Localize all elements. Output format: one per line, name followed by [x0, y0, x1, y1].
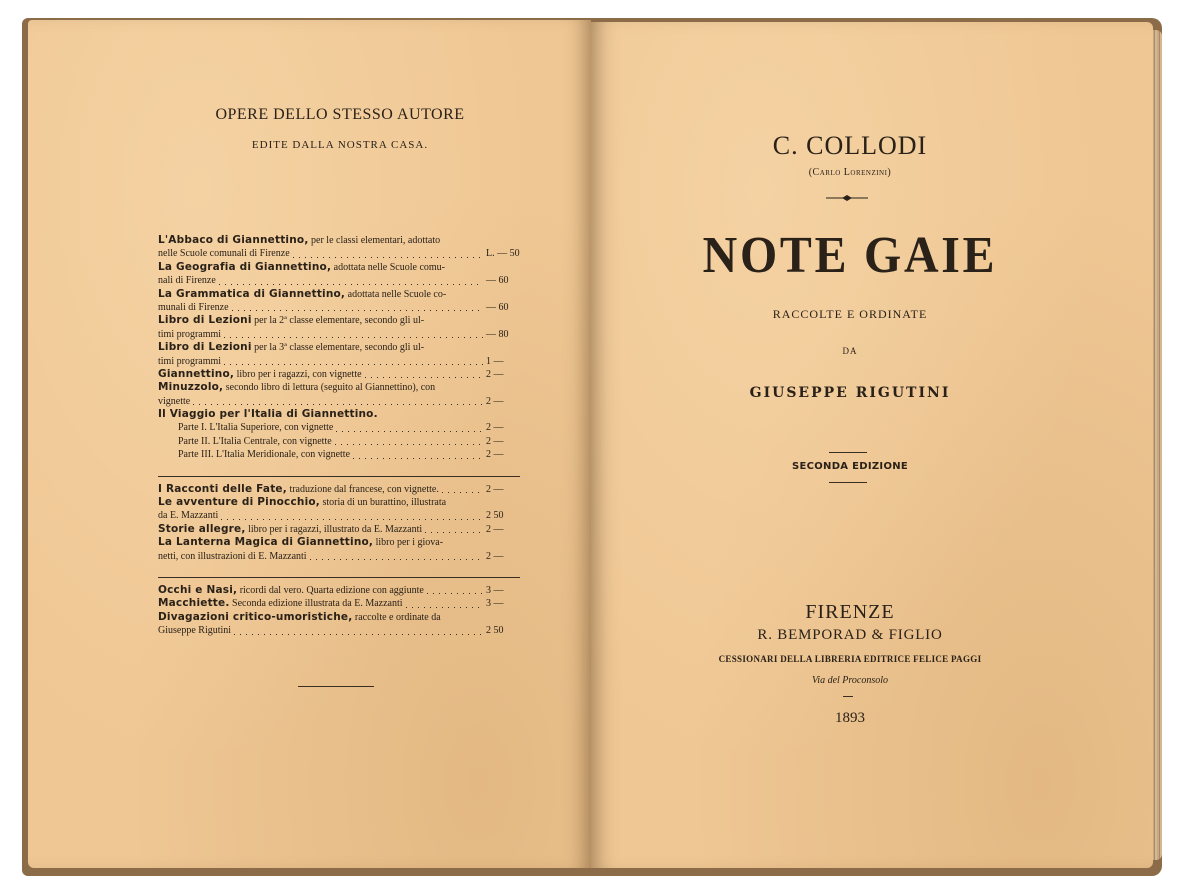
catalog-entry — [158, 584, 520, 597]
catalog-entry — [158, 421, 520, 434]
catalog-entry-line — [158, 328, 520, 341]
catalog-entry-line — [158, 421, 520, 434]
catalog-entry-title: Libro di Lezioni — [158, 341, 252, 354]
dot-leader — [293, 257, 483, 258]
catalog-entry-desc: per la 3ª classe elementare, secondo gli ul- — [251, 342, 425, 354]
edition-rule-top — [829, 452, 867, 453]
catalog-entry-line — [158, 234, 520, 247]
dot-leader — [365, 377, 483, 378]
catalog-entry-desc: libro per i giova- — [373, 537, 444, 549]
catalog-entry-line — [158, 261, 520, 274]
catalog-entry-price: 2 50 — [486, 510, 504, 522]
catalog-entry — [158, 435, 520, 448]
catalog-entry-desc: traduzione dal francese, con vignette. — [286, 483, 439, 495]
catalog-entry — [158, 341, 520, 368]
catalog-entry-desc: Parte II. L'Italia Centrale, con vignette — [178, 435, 332, 447]
catalog-section-1 — [158, 234, 520, 462]
catalog-entry-desc: Parte III. L'Italia Meridionale, con vignette — [178, 449, 351, 461]
catalog-entry-price: L. — 50 — [486, 248, 520, 260]
catalog-entry — [158, 536, 520, 563]
catalog-entry-line — [158, 274, 520, 287]
dot-leader — [336, 431, 483, 432]
catalog-entry-title: Minuzzolo, — [158, 381, 224, 394]
catalog-entry-text — [158, 496, 446, 509]
catalog-entry-line — [158, 408, 520, 421]
dot-leader — [310, 559, 483, 560]
catalog-entry-line — [158, 584, 520, 597]
edition-label: SECONDA EDIZIONE — [791, 461, 909, 472]
catalog-entry-price: 2 — — [486, 368, 504, 380]
catalog-section-2 — [158, 483, 520, 563]
catalog-entry-desc: storia di un burattino, illustrata — [319, 497, 447, 509]
catalog-entry-desc: per le classi elementari, adottato — [308, 234, 441, 246]
catalog-entry-desc: Seconda edizione illustrata da E. Mazzanti — [229, 598, 403, 610]
catalog-entry-line — [158, 247, 520, 260]
catalog-entry-text — [158, 597, 403, 610]
catalog-entry-price: 2 — — [486, 449, 504, 461]
dot-leader — [234, 634, 483, 635]
catalog-entry-price: — 60 — [486, 301, 509, 313]
dot-leader — [221, 519, 483, 520]
catalog-entry-price: 2 — — [486, 395, 504, 407]
catalog-entry-text — [158, 624, 231, 637]
catalog-entry-line — [158, 536, 520, 549]
catalog-entry-line — [158, 597, 520, 610]
collected-line: RACCOLTE E ORDINATE — [772, 307, 928, 321]
catalog-entry-text — [158, 234, 440, 247]
catalog-entry-line — [158, 624, 520, 637]
catalog-entry-price: 2 — — [486, 523, 504, 535]
dot-leader — [406, 607, 483, 608]
catalog-entry-desc: raccolte e ordinate da — [352, 611, 441, 623]
catalog-entry-text — [158, 509, 218, 522]
catalog-entry-text — [158, 408, 378, 421]
catalog-entry-title: La Grammatica di Giannettino, — [158, 287, 346, 300]
catalog-entry-text — [158, 523, 422, 536]
catalog-entry-line — [158, 448, 520, 461]
catalog-entry — [158, 483, 520, 496]
catalog-entry-line — [158, 381, 520, 394]
catalog-entry — [158, 611, 520, 638]
catalog-entry-price: 2 — — [486, 422, 504, 434]
dot-leader — [224, 364, 483, 365]
catalog-entry-desc: libro per i ragazzi, illustrato da E. Mazzanti — [245, 523, 423, 535]
publisher-name: R. BEMPORAD & FIGLIO — [757, 627, 943, 643]
catalog-entry-text — [158, 288, 446, 301]
catalog-entry-line — [158, 341, 520, 354]
dot-leader — [427, 593, 483, 594]
catalog-entry-text — [158, 368, 362, 381]
catalog-entry-desc: libro per i ragazzi, con vignette — [234, 368, 362, 380]
catalog-entry-line — [158, 509, 520, 522]
closing-rule — [298, 686, 374, 687]
catalog-entry-title: Macchiette. — [158, 597, 230, 610]
dot-leader — [224, 337, 483, 338]
catalog-entry-price: 2 — — [486, 550, 504, 562]
catalog-entry-price: — 60 — [486, 275, 509, 287]
catalog-entry-text — [158, 381, 435, 394]
publisher-note: CESSIONARI DELLA LIBRERIA EDITRICE FELICE PAGGI — [718, 654, 982, 664]
catalog-entry-desc: vignette — [158, 395, 191, 407]
catalog-entry-desc: timi programmi — [158, 328, 222, 340]
catalog-entry-title: I Racconti delle Fate, — [158, 482, 287, 495]
dot-leader — [353, 458, 483, 459]
catalog-entry — [158, 314, 520, 341]
catalog-entry-text — [158, 611, 441, 624]
catalog-entry-line — [158, 288, 520, 301]
catalog-entry — [158, 261, 520, 288]
catalog-entry-price: 2 50 — [486, 625, 504, 637]
catalog-entry-text — [158, 261, 445, 274]
catalog-entry — [158, 234, 520, 261]
catalog-entry-price: 1 — — [486, 355, 504, 367]
catalog-entry-line — [158, 368, 520, 381]
catalog-entry-title: Giannettino, — [158, 367, 235, 380]
author-name: C. COLLODI — [772, 131, 928, 160]
catalog-entry-price: — 80 — [486, 328, 509, 340]
section-divider-2 — [158, 577, 520, 578]
catalog-entry-text — [158, 301, 229, 314]
catalog-entry-line — [158, 395, 520, 408]
catalog-entry — [158, 448, 520, 461]
catalog-entry — [158, 496, 520, 523]
catalog-entry — [158, 597, 520, 610]
catalog-entry-text — [158, 483, 439, 496]
catalog-entry-text — [158, 341, 424, 354]
dot-leader — [232, 310, 483, 311]
dot-leader — [335, 444, 483, 445]
catalog-entry-price: 3 — — [486, 598, 504, 610]
catalog-entry-desc: da E. Mazzanti — [158, 510, 219, 522]
editor-name: GIUSEPPE RIGUTINI — [749, 385, 951, 401]
catalog-entry-title: La Geografia di Giannettino, — [158, 260, 332, 273]
catalog-entry-line — [158, 435, 520, 448]
catalog-entry-title: La Lanterna Magica di Giannettino, — [158, 536, 374, 549]
catalog-entry-text — [158, 536, 443, 549]
catalog-entry-line — [158, 523, 520, 536]
publisher-address: Via del Proconsolo — [811, 675, 889, 686]
catalog-entry-desc: per la 2ª classe elementare, secondo gli ul- — [251, 315, 425, 327]
catalog-heading: OPERE DELLO STESSO AUTORE — [215, 106, 465, 123]
catalog-entry — [158, 523, 520, 536]
catalog-entry — [158, 408, 520, 421]
catalog-entry-line — [158, 611, 520, 624]
catalog-entry-desc: nelle Scuole comunali di Firenze — [158, 248, 290, 260]
catalog-entry-price: 3 — — [486, 584, 504, 596]
dot-leader — [193, 404, 483, 405]
by-line: DA — [842, 346, 858, 356]
catalog-entry-desc: timi programmi — [158, 355, 222, 367]
catalog-entry — [158, 381, 520, 408]
catalog-entry-desc: adottata nelle Scuole co- — [345, 288, 447, 300]
year-dash — [843, 696, 853, 697]
author-real-name: (Carlo Lorenzini) — [808, 167, 892, 178]
section-divider-1 — [158, 476, 520, 477]
dot-leader — [425, 532, 483, 533]
dot-leader — [219, 284, 483, 285]
catalog-entry-desc: ricordi dal vero. Quarta edizione con aggiunte — [237, 584, 424, 596]
catalog-entry-title: Storie allegre, — [158, 522, 246, 535]
catalog-entry-desc: secondo libro di lettura (seguito al Giannettino), con — [223, 382, 436, 394]
catalog-entry-price: 2 — — [486, 435, 504, 447]
catalog-entry-desc: Parte I. L'Italia Superiore, con vignette — [178, 422, 334, 434]
diamond-ornament-icon — [826, 195, 868, 201]
catalog-entry-text — [158, 328, 221, 341]
catalog-entry — [158, 288, 520, 315]
catalog-entry-desc: nali di Firenze — [158, 275, 216, 287]
catalog-entry-text — [158, 550, 307, 563]
catalog-entry-title: Libro di Lezioni — [158, 314, 252, 327]
catalog-entry-text — [178, 448, 350, 461]
catalog-entry-text — [158, 355, 221, 368]
catalog-entry-line — [158, 314, 520, 327]
catalog-entry-price: 2 — — [486, 483, 504, 495]
catalog-entry-text — [158, 314, 424, 327]
catalog-entry-title: Occhi e Nasi, — [158, 583, 238, 596]
catalog-entry-text — [158, 274, 216, 287]
catalog-entry-text — [178, 421, 333, 434]
catalog-entry-text — [158, 247, 290, 260]
catalog-entry-line — [158, 550, 520, 563]
catalog-entry-desc: munali di Firenze — [158, 301, 229, 313]
catalog-entry-desc: netti, con illustrazioni di E. Mazzanti — [158, 550, 307, 562]
catalog-entry-text — [158, 584, 424, 597]
publisher-city: FIRENZE — [805, 601, 895, 623]
catalog-entry-title: L'Abbaco di Giannettino, — [158, 233, 309, 246]
catalog-entry-desc: Giuseppe Rigutini — [158, 625, 232, 637]
catalog-entry-line — [158, 301, 520, 314]
catalog-entry-line — [158, 496, 520, 509]
catalog-entry-title: Le avventure di Pinocchio, — [158, 496, 320, 509]
catalog-entry-text — [158, 395, 190, 408]
edition-rule-bottom — [829, 482, 867, 483]
catalog-entry-line — [158, 355, 520, 368]
catalog-subheading: EDITE DALLA NOSTRA CASA. — [251, 139, 429, 151]
catalog-entry-title: Divagazioni critico-umoristiche, — [158, 610, 353, 623]
catalog-list — [158, 234, 520, 638]
book-title: NOTE GAIE — [702, 227, 998, 284]
catalog-entry-line — [158, 483, 520, 496]
catalog-entry-text — [178, 435, 332, 448]
dot-leader — [442, 492, 483, 493]
catalog-entry — [158, 368, 520, 381]
catalog-entry-desc: adottata nelle Scuole comu- — [331, 261, 445, 273]
catalog-section-3 — [158, 584, 520, 638]
publication-year: 1893 — [835, 710, 865, 726]
catalog-entry-title: Il Viaggio per l'Italia di Giannettino. — [158, 408, 378, 421]
